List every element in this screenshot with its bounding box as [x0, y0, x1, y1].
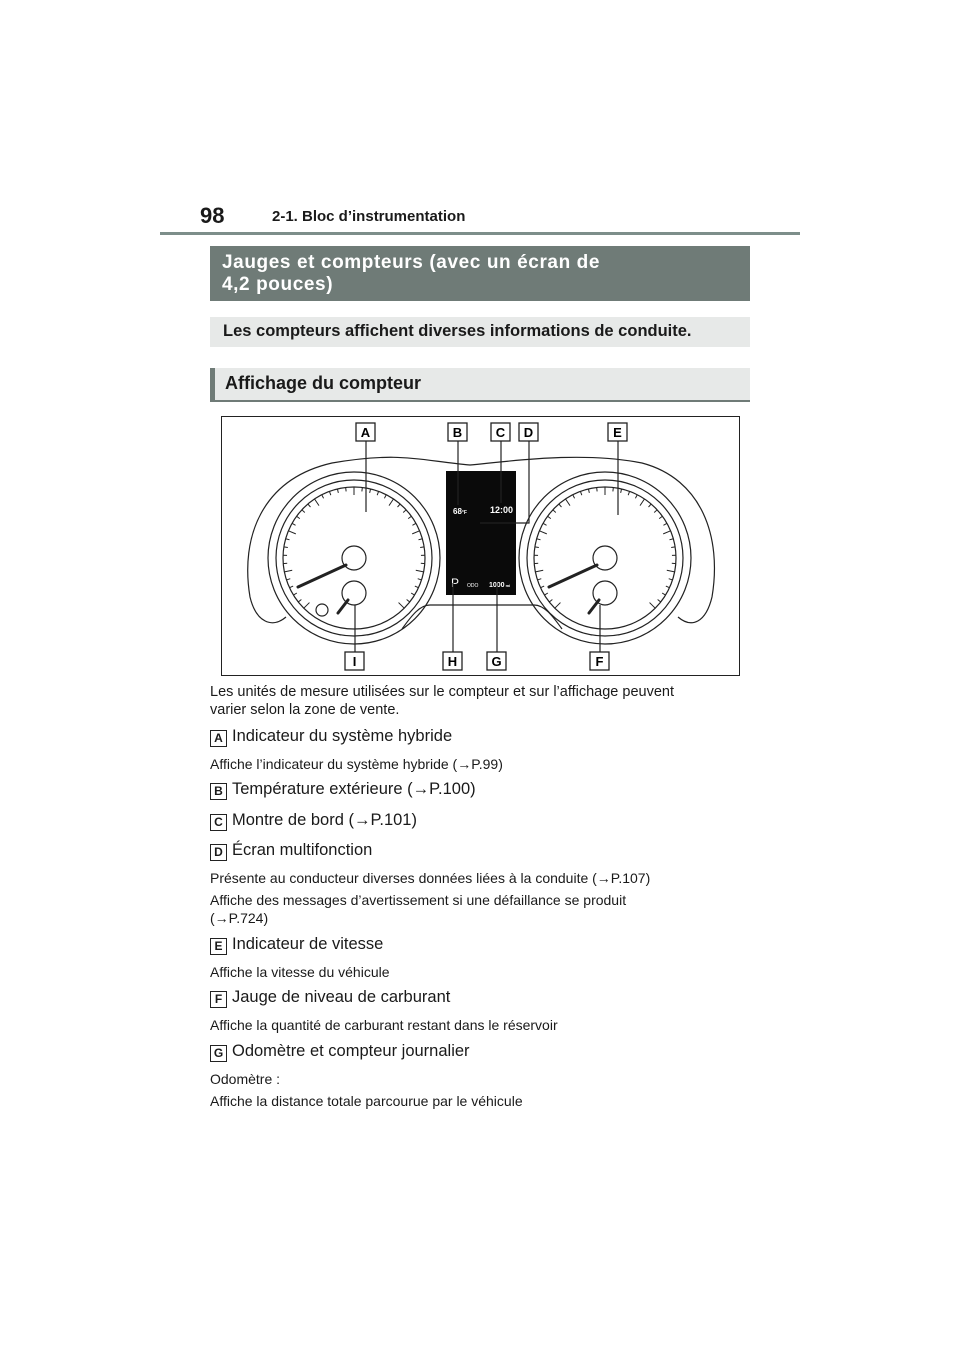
odometer-readout: 1000mi: [489, 582, 511, 589]
gauge-tick: [535, 547, 539, 548]
gauge-tick: [411, 593, 414, 595]
gauge-tick: [290, 586, 294, 588]
gauge-tick: [298, 599, 301, 601]
gauge-tick: [544, 593, 547, 595]
gauge-tick: [535, 570, 543, 572]
gauge-tick: [398, 504, 401, 507]
gauge-tick: [403, 510, 406, 513]
temperature-readout: 68°F: [453, 507, 467, 516]
gauge-tick: [658, 599, 661, 601]
section-header: [210, 368, 750, 400]
gauge-tick: [286, 539, 290, 540]
odo-label: ODO: [467, 583, 479, 589]
gauge-tick: [635, 495, 637, 499]
gauge-tick: [308, 504, 311, 507]
gauge-tick: [566, 499, 570, 506]
gauge-tick: [399, 603, 405, 609]
legend-title-g: Odomètre et compteur journalier: [232, 1042, 470, 1060]
gauge-tick: [286, 579, 290, 580]
gauge-tick: [663, 523, 666, 525]
callout-d: D: [523, 425, 534, 440]
callout-f: F: [595, 654, 604, 669]
gauge-tick: [415, 586, 419, 588]
gauge-tick: [667, 570, 675, 572]
section-divider: [210, 400, 750, 402]
gauge-tick: [297, 516, 300, 518]
intro-text: Les compteurs affichent diverses informations de conduite.: [223, 322, 692, 340]
gauge-tick: [302, 510, 305, 513]
legend-desc-d-1: Présente au conducteur diverses données liées à la conduite (→P.107): [210, 870, 651, 886]
gauge-tick: [628, 491, 629, 495]
callout-b: B: [452, 425, 463, 440]
intro-banner: [210, 317, 750, 347]
gauge-tick: [412, 523, 415, 525]
gauge-tick: [370, 489, 371, 493]
gauge-tick: [293, 593, 296, 595]
gauge-tick: [284, 570, 292, 572]
gauge-tick: [669, 579, 673, 580]
gauge-tick: [329, 491, 330, 495]
gauge-tick: [539, 531, 546, 534]
gauge-tick: [389, 499, 393, 506]
gauge-tick: [377, 491, 378, 495]
chapter-title: 2-1. Bloc d’instrumentation: [272, 208, 466, 225]
header-divider: [160, 232, 800, 235]
gauge-tick: [588, 489, 589, 493]
legend-badge-b: B: [210, 783, 227, 800]
gauge-tick: [573, 495, 575, 499]
gauge-tick: [384, 495, 386, 499]
callout-g: G: [491, 654, 502, 669]
gauge-tick: [537, 539, 541, 540]
legend-badge-f: F: [210, 991, 227, 1008]
instrument-cluster-figure: [221, 416, 740, 676]
gauge-tick: [663, 531, 670, 534]
legend-title-a: Indicateur du système hybride: [232, 727, 453, 745]
gauge-tick: [553, 510, 556, 513]
legend-title-e: Indicateur de vitesse: [232, 935, 384, 953]
gauge-tick: [671, 547, 675, 548]
gauge-tick: [416, 570, 424, 572]
gauge-tick: [649, 504, 652, 507]
units-note-line1: Les unités de mesure utilisées sur le compteur et sur l’affichage peuvent: [210, 684, 674, 700]
gauge-tick: [541, 586, 545, 588]
cluster-illustration: [222, 417, 741, 677]
gauge-tick: [549, 599, 552, 601]
gauge-tick: [621, 489, 622, 493]
legend-desc-g-2: Affiche la distance totale parcourue par le véhicule: [210, 1093, 523, 1109]
gauge-tick: [284, 547, 288, 548]
legend-title-b: Température extérieure (→P.100): [232, 780, 476, 798]
units-note: [210, 683, 750, 719]
callout-a: A: [360, 425, 371, 440]
gauge-tick: [640, 499, 644, 506]
legend-desc-d-2: Affiche des messages d’avertissement si une défaillance se produit: [210, 892, 627, 908]
gauge-tick: [548, 516, 551, 518]
gauge-tick: [412, 531, 419, 534]
gauge-tick: [315, 499, 319, 506]
legend-desc-e-1: Affiche la vitesse du véhicule: [210, 964, 390, 980]
gauge-tick: [337, 489, 338, 493]
gauge-tick: [418, 539, 422, 540]
gauge-tick: [662, 593, 665, 595]
legend-badge-d: D: [210, 844, 227, 861]
legend-badge-a: A: [210, 730, 227, 747]
gauge-tick: [420, 547, 424, 548]
page-title-line1: Jauges et compteurs (avec un écran de: [222, 252, 601, 273]
gauge-tick: [654, 510, 657, 513]
gauge-tick: [288, 531, 295, 534]
gauge-tick: [537, 579, 541, 580]
gauge-tick: [292, 523, 295, 525]
gauge-tick: [408, 516, 411, 518]
legend-title-f: Jauge de niveau de carburant: [232, 988, 451, 1006]
callout-c: C: [495, 425, 506, 440]
callout-i: I: [352, 654, 357, 669]
legend-badge-g: G: [210, 1045, 227, 1062]
legend-title-c: Montre de bord (→P.101): [232, 811, 417, 829]
gauge-tick: [666, 586, 670, 588]
legend-desc-a-1: Affiche l’indicateur du système hybride (→P.99): [210, 756, 503, 772]
gauge-tick: [418, 579, 422, 580]
page-title: [222, 252, 600, 296]
gauge-tick: [659, 516, 662, 518]
gauge-tick: [669, 539, 673, 540]
page-title-line2: 4,2 pouces): [222, 274, 334, 295]
gauge-tick: [555, 603, 561, 609]
legend-badge-e: E: [210, 938, 227, 955]
page-number: 98: [200, 203, 225, 228]
legend-title-d: Écran multifonction: [232, 841, 373, 859]
gauge-tick: [407, 599, 410, 601]
legend-desc-f-1: Affiche la quantité de carburant restant dans le réservoir: [210, 1017, 558, 1033]
units-note-line2: varier selon la zone de vente.: [210, 702, 400, 718]
callout-h: H: [447, 654, 458, 669]
gauge-tick: [650, 603, 656, 609]
clock-readout: 12:00: [490, 505, 514, 515]
gauge-tick: [322, 495, 324, 499]
legend-desc-d-3: (→P.724): [210, 910, 269, 926]
section-title: Affichage du compteur: [225, 373, 422, 393]
gauge-tick: [559, 504, 562, 507]
gauge-tick: [543, 523, 546, 525]
gear-indicator: P: [451, 576, 460, 590]
callout-e: E: [613, 425, 622, 440]
gauge-tick: [580, 491, 581, 495]
title-banner: [210, 246, 750, 301]
legend-desc-g-1: Odomètre :: [210, 1071, 281, 1087]
legend-badge-c: C: [210, 814, 227, 831]
gauge-tick: [304, 603, 310, 609]
